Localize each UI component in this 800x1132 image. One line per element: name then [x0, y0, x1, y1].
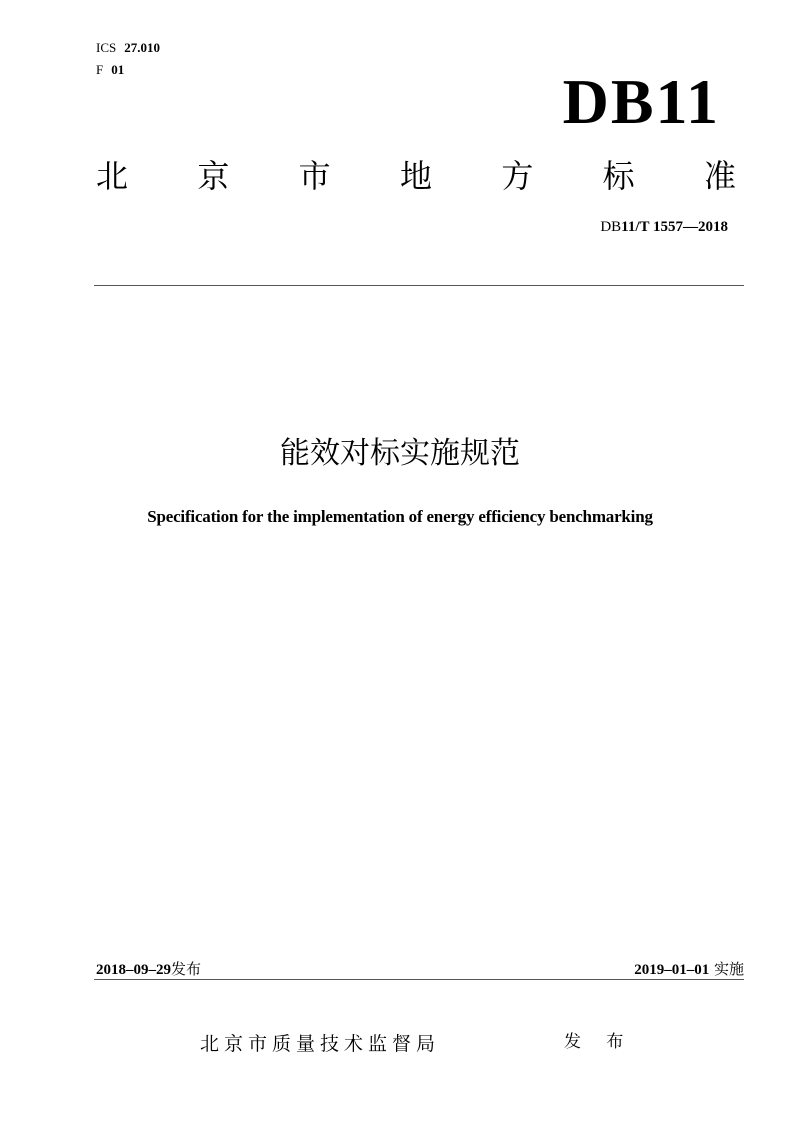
- ics-label: ICS: [96, 40, 117, 55]
- ccs-code: 01: [111, 62, 125, 77]
- standard-type: [96, 152, 736, 200]
- standard-type-char: 标: [602, 157, 635, 195]
- standard-number: [600, 216, 728, 238]
- title-english: Specification for the implementation of energy efficiency benchmarking: [147, 507, 653, 526]
- ics-classification: [96, 40, 160, 56]
- ccs-label: F: [96, 62, 104, 77]
- standard-type-char: 京: [197, 157, 230, 195]
- standard-type-char: 地: [399, 157, 432, 195]
- standard-type-char: 准: [703, 157, 736, 195]
- publisher-name: 北京市质量技术监督局: [200, 1033, 441, 1055]
- standard-number-main: 11/T 1557—2018: [621, 219, 728, 235]
- standard-number-prefix: DB: [600, 219, 622, 235]
- standard-type-char: 北: [96, 157, 129, 195]
- standard-mark: DB11: [562, 66, 720, 137]
- ics-code: 27.010: [124, 40, 160, 55]
- implementation-date-label: 实施: [713, 960, 744, 978]
- standard-type-char: 方: [501, 157, 534, 195]
- header-divider: [94, 285, 744, 286]
- issue-date-value: 2018–09–29: [96, 962, 171, 978]
- publish-label: 发 布: [564, 1032, 634, 1052]
- ccs-classification: [96, 62, 124, 78]
- title-chinese: 能效对标实施规范: [280, 436, 520, 471]
- issue-date: [96, 958, 201, 981]
- implementation-date: [634, 958, 744, 981]
- standard-type-char: 市: [298, 157, 331, 195]
- issue-date-label: 发布: [171, 960, 202, 978]
- implementation-date-value: 2019–01–01: [634, 962, 710, 978]
- date-divider: [94, 979, 744, 980]
